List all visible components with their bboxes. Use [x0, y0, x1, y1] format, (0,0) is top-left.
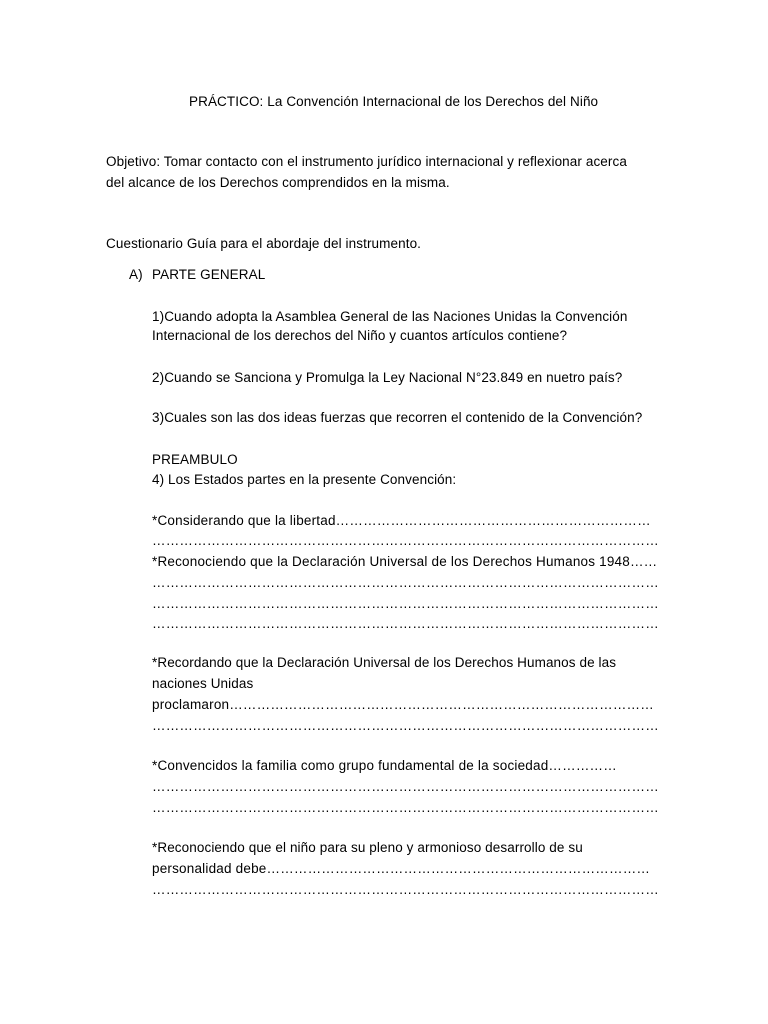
guide-intro: Cuestionario Guía para el abordaje del instrumento.: [106, 236, 422, 251]
section-a-label: PARTE GENERAL: [152, 267, 266, 282]
question-1-line-1: 1)Cuando adopta la Asamblea General de las Naciones Unidas la Convención: [152, 309, 628, 324]
question-3: 3)Cuales son las dos ideas fuerzas que recorren el contenido de la Convención?: [152, 410, 643, 425]
item-reconociendo-2-blank: …………………………………………………………………………………………………: [152, 882, 659, 897]
item-convencidos-blank-2: …………………………………………………………………………………………………: [152, 800, 659, 815]
item-reconociendo-1-blank-2: …………………………………………………………………………………………………: [152, 596, 659, 611]
item-considerando-blank: …………………………………………………………………………………………………: [152, 533, 659, 548]
page-title: PRÁCTICO: La Convención Internacional de los Derechos del Niño: [189, 94, 599, 109]
item-convencidos: *Convencidos la familia como grupo fundamental de la sociedad……………: [152, 758, 617, 773]
item-reconociendo-2-line-1: *Reconociendo que el niño para su pleno y armonioso desarrollo de su: [152, 840, 583, 855]
item-reconociendo-1-blank-3: …………………………………………………………………………………………………: [152, 616, 659, 631]
item-convencidos-blank-1: …………………………………………………………………………………………………: [152, 779, 659, 794]
question-4: 4) Los Estados partes en la presente Convención:: [152, 472, 457, 487]
item-reconociendo-1: *Reconociendo que la Declaración Universal de los Derechos Humanos 1948……: [152, 554, 658, 569]
preamble-heading: PREAMBULO: [152, 452, 238, 467]
item-recordando-line-3: proclamaron…………………………………………………………………………………: [152, 697, 654, 712]
item-considerando: *Considerando que la libertad……………………………………………………………: [152, 513, 651, 528]
objective-line-1: Objetivo: Tomar contacto con el instrumento jurídico internacional y reflexionar acerca: [106, 154, 627, 169]
section-a-marker: A): [129, 267, 143, 282]
item-recordando-blank: …………………………………………………………………………………………………: [152, 718, 659, 733]
question-2: 2)Cuando se Sanciona y Promulga la Ley Nacional N°23.849 en nuetro país?: [152, 370, 623, 385]
item-reconociendo-2-line-2: personalidad debe…………………………………………………………………………: [152, 861, 651, 876]
question-1-line-2: Internacional de los derechos del Niño y cuantos artículos contiene?: [152, 328, 568, 343]
item-recordando-line-2: naciones Unidas: [152, 676, 254, 691]
objective-line-2: del alcance de los Derechos comprendidos en la misma.: [106, 175, 450, 190]
item-recordando-line-1: *Recordando que la Declaración Universal de los Derechos Humanos de las: [152, 655, 617, 670]
item-reconociendo-1-blank-1: …………………………………………………………………………………………………: [152, 575, 659, 590]
